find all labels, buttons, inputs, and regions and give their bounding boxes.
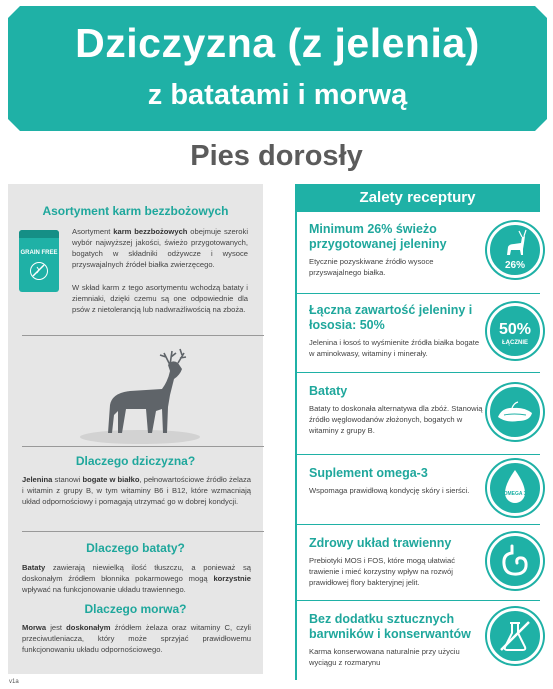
sweet-potato-heading: Dlaczego bataty? [86, 541, 185, 555]
text-bold: Morwa [22, 623, 47, 632]
text-span: Asortyment [72, 227, 114, 236]
benefit-title: Łączna zawartość jeleniny i łososia: 50% [309, 303, 473, 332]
bag-seal [19, 230, 59, 238]
sweet-potato-icon [487, 384, 543, 440]
badge-subtext: ŁĄCZNIE [502, 340, 528, 346]
assortment-paragraph-2: W skład karm z tego asortymentu wchodzą bataty i ziemniaki, dzięki czemu są one odpowiednie dla psów z nietolerancją lub nadwrażliwością na zboża. [72, 283, 248, 314]
text-span: źródłem żelaza oraz witaminy C, czyli przeciwutleniacza, który może sprzyjać prawidłowemu funkcjonowaniu układu odpornościowego. [22, 623, 251, 654]
benefit-divider [297, 293, 540, 294]
text-bold: doskonałym [66, 623, 111, 632]
divider [22, 446, 264, 447]
benefit-divider [297, 524, 540, 525]
no-chemicals-icon [487, 608, 543, 664]
benefit-description: Bataty to doskonała alternatywa dla zbóż. Stanowią źródło węglowodanów złożonych, bogatych w witaminy z grupy B. [309, 404, 483, 435]
benefit-item [309, 536, 484, 588]
benefit-description: Wspomaga prawidłową kondycję skóry i sierści. [309, 486, 470, 495]
deer-26-icon [487, 222, 543, 278]
corner-notch [535, 6, 547, 18]
stomach-icon [487, 533, 543, 589]
benefits-rule [295, 212, 297, 680]
divider [22, 531, 264, 532]
corner-notch [535, 119, 547, 131]
text-span: jest [46, 623, 67, 632]
percent-50-icon [487, 303, 543, 359]
divider [22, 335, 264, 336]
badge-text: OMEGA 3 [503, 491, 527, 497]
sweet-potato-paragraph [22, 562, 251, 595]
text-bold: bogate w białko [82, 475, 140, 484]
corner-notch [8, 6, 20, 18]
benefit-description: Prebiotyki MOS i FOS, które mogą ułatwiać trawienie i mieć korzystny wpływ na rozwój prawidłowej flory bakteryjnej jelit. [309, 556, 456, 587]
venison-paragraph [22, 474, 251, 507]
assortment-heading: Asortyment karm bezzbożowych [42, 204, 229, 218]
text-bold: Jelenina [22, 475, 53, 484]
benefit-title: Bez dodatku sztucznych barwników i konserwantów [309, 612, 471, 641]
text-span: zawierają niewielką ilość tłuszczu, a ponieważ są doskonałym źródłem błonnika pokarmowego mogą [22, 563, 251, 583]
product-title: Dziczyzna (z jelenia) [75, 20, 480, 66]
benefit-description: Jelenina i łosoś to wyśmienite źródła białka bogate w aminokwasy, witaminy i minerały. [309, 338, 480, 358]
bag-label: GRAIN FREE [20, 250, 58, 256]
benefits-heading: Zalety receptury [295, 184, 540, 212]
text-span: wpływać na funkcjonowanie układu trawiennego. [22, 585, 186, 594]
benefit-divider [297, 372, 540, 373]
text-span: obejmuje szeroki wybór najwyższej jakości, świeżo przygotowanych, bogatych w składniki odżywcze i wysoce przyswajalnych źródeł białka zwierzęcego. [72, 227, 249, 269]
benefit-item [309, 612, 484, 668]
badge-text: 50% [498, 321, 532, 338]
badge-text: 26% [504, 260, 526, 271]
assortment-paragraph-1 [72, 226, 248, 270]
benefit-item [309, 466, 484, 496]
header-banner [8, 6, 547, 131]
mulberry-heading: Dlaczego morwa? [84, 602, 187, 616]
deer-illustration [70, 345, 210, 445]
benefit-title: Zdrowy układ trawienny [309, 536, 452, 550]
wheat-crossed-icon [30, 262, 48, 280]
mulberry-paragraph [22, 622, 251, 655]
product-subtitle: z batatami i morwą [147, 79, 408, 111]
venison-heading: Dlaczego dziczyzna? [75, 454, 196, 468]
benefit-title: Minimum 26% świeżo przygotowanej jeleniny [309, 222, 447, 251]
grain-free-bag-icon [19, 230, 59, 292]
life-stage-title: Pies dorosły [190, 140, 363, 172]
benefit-title: Suplement omega-3 [309, 466, 428, 480]
text-bold: karm bezzbożowych [113, 227, 188, 236]
text-span: stanowi [52, 475, 83, 484]
benefit-description: Karma konserwowana naturalnie przy użyciu wyciągu z rozmarynu [309, 647, 460, 667]
version-label: v1a [9, 679, 19, 685]
text-span: , pełnowartościowe źródło żelaza i witamin z grupy B, w tym witaminy B6 i B12, które wzmacniają układ odpornościowy i pomagają utrzymać go w dobrej kondycji. [22, 475, 252, 506]
benefit-description: Etycznie pozyskiwane źródło wysoce przyswajalnego białka. [309, 257, 434, 277]
benefit-title: Bataty [309, 384, 348, 398]
text-bold: Bataty [22, 563, 46, 572]
benefit-divider [297, 600, 540, 601]
benefit-item [309, 222, 484, 278]
benefit-divider [297, 454, 540, 455]
text-bold: korzystnie [213, 574, 251, 583]
benefit-item [309, 303, 484, 359]
benefit-item [309, 384, 484, 436]
corner-notch [8, 119, 20, 131]
omega3-drop-icon [487, 460, 543, 516]
